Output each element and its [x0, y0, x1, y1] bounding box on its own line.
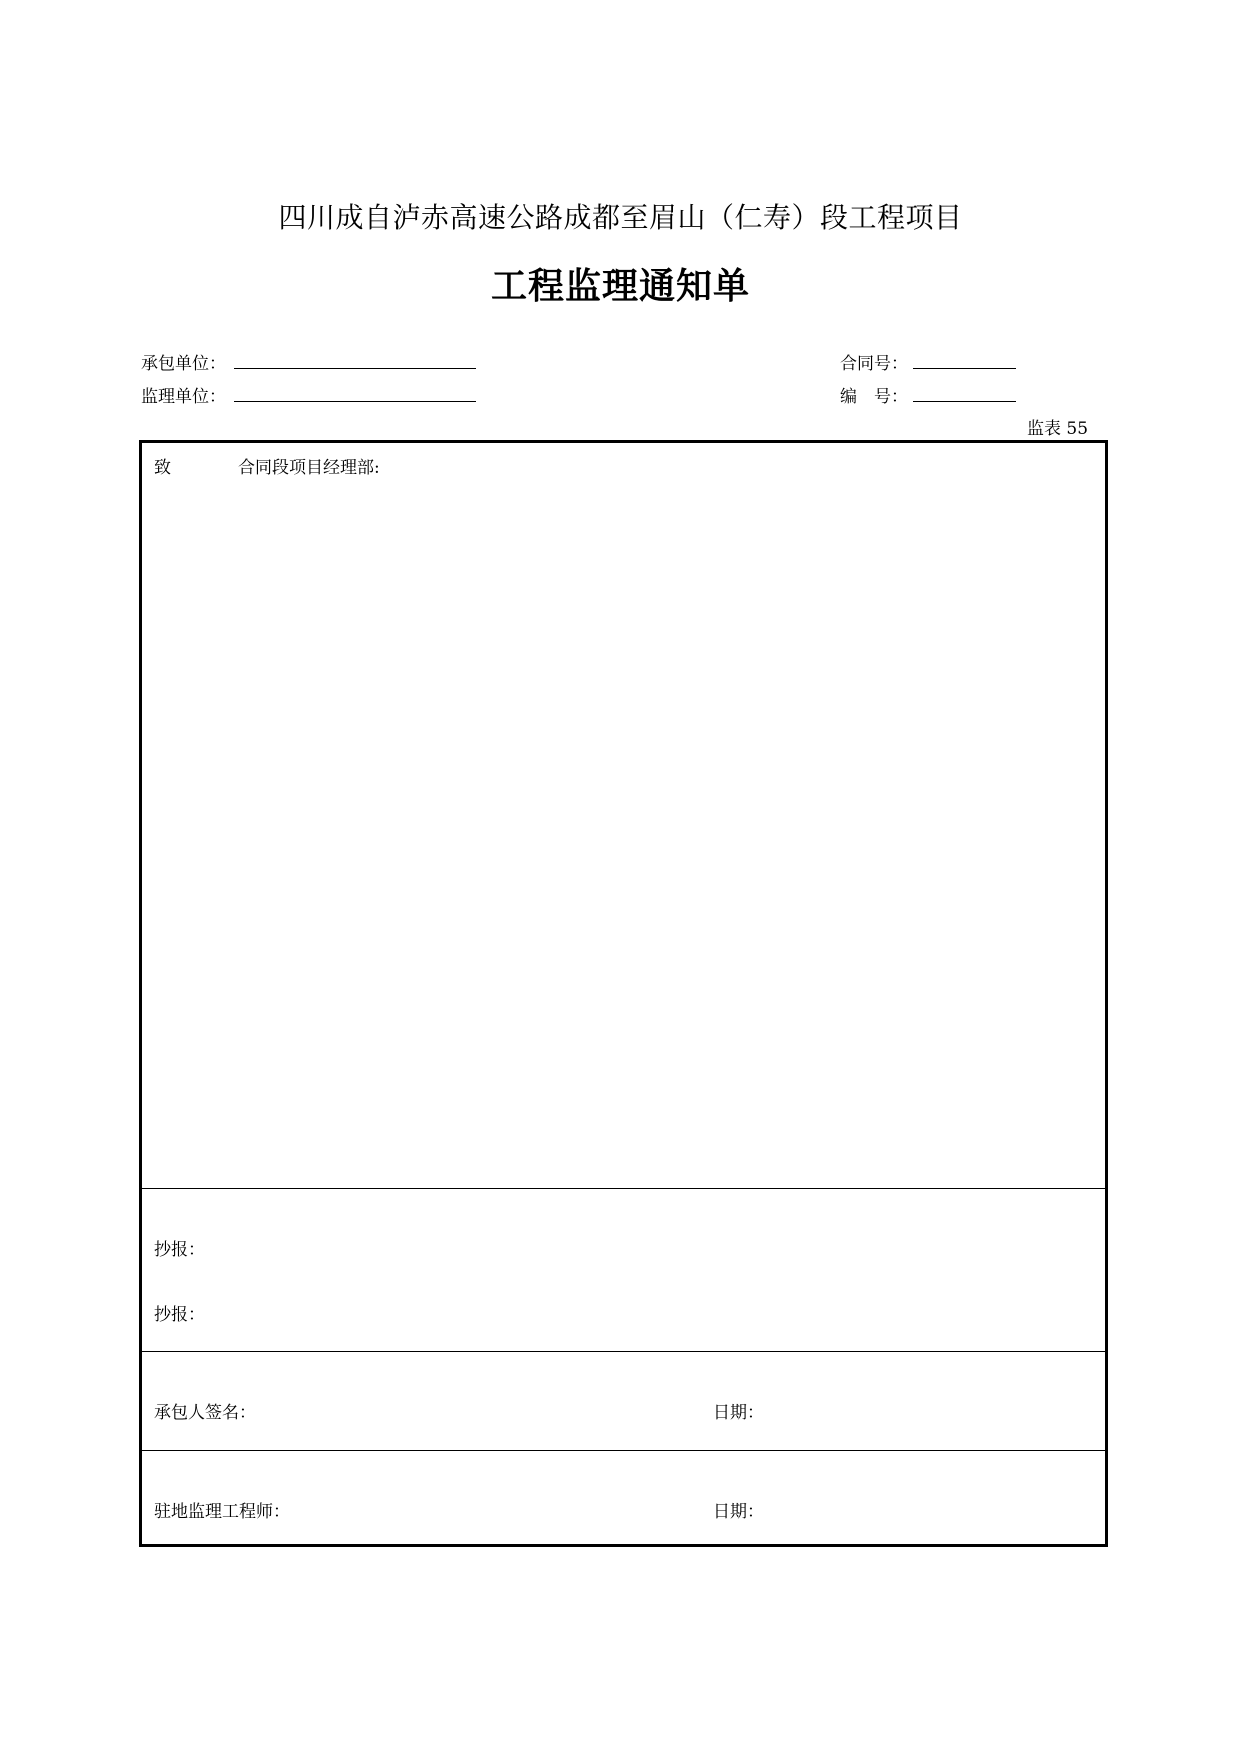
contractor-field[interactable]	[234, 368, 476, 369]
serial-no-field[interactable]	[913, 401, 1016, 402]
contractor-label: 承包单位：	[141, 354, 226, 374]
addressee: 合同段项目经理部:	[238, 458, 380, 478]
supervisor-label: 监理单位：	[141, 387, 226, 407]
project-title: 四川成自泸赤高速公路成都至眉山（仁寿）段工程项目	[278, 201, 963, 234]
divider-line	[142, 1188, 1105, 1189]
cc2-label: 抄报：	[154, 1305, 205, 1325]
cc1-label: 抄报：	[154, 1240, 205, 1260]
form-id: 监表 55	[1027, 419, 1089, 439]
notice-content-area[interactable]	[142, 479, 1105, 1185]
to-label: 致	[154, 458, 171, 478]
divider-line	[142, 1450, 1105, 1451]
supervisor-field[interactable]	[234, 401, 476, 402]
serial-no-label: 编 号：	[840, 387, 908, 407]
form-table	[139, 440, 1108, 1547]
form-title: 工程监理通知单	[490, 265, 750, 307]
engineer-date-label: 日期：	[713, 1502, 764, 1522]
divider-line	[142, 1351, 1105, 1352]
engineer-sign-label: 驻地监理工程师：	[154, 1502, 290, 1522]
contract-no-label: 合同号：	[840, 354, 908, 374]
contract-no-field[interactable]	[913, 368, 1016, 369]
contractor-sign-label: 承包人签名：	[154, 1403, 256, 1423]
contractor-date-label: 日期：	[713, 1403, 764, 1423]
